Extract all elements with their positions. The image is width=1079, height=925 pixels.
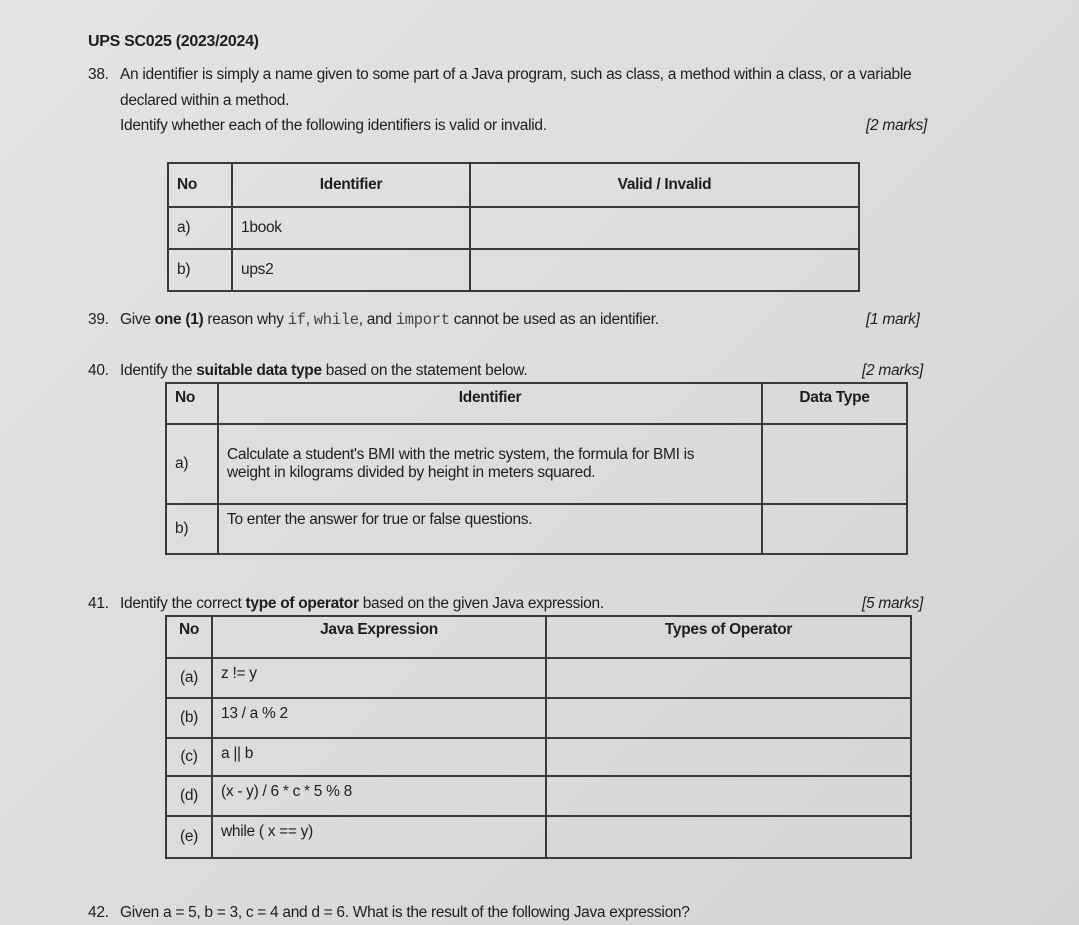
q40-marks: [2 marks] — [862, 362, 924, 379]
row-statement — [218, 424, 762, 504]
q41-marks: [5 marks] — [862, 595, 924, 612]
q38-marks: [2 marks] — [866, 117, 928, 134]
keyword-if: if — [287, 311, 306, 329]
q42-text: Given a = 5, b = 3, c = 4 and d = 6. What is the result of the following Java expression? — [120, 904, 690, 921]
answer-cell[interactable] — [470, 207, 859, 249]
q40-text — [120, 362, 527, 380]
row-no: (a) — [166, 658, 212, 698]
answer-cell[interactable] — [546, 658, 911, 698]
statement-line1: Calculate a student's BMI with the metric system, the formula for BMI is — [227, 446, 695, 463]
header-no: No — [166, 616, 212, 658]
q39-number: 39. — [88, 311, 109, 328]
statement-line2: weight in kilograms divided by height in meters squared. — [227, 464, 596, 481]
q39-text — [120, 311, 659, 329]
row-no: (b) — [166, 698, 212, 738]
table-header-row — [166, 616, 911, 658]
row-statement: To enter the answer for true or false questions. — [218, 504, 762, 554]
q40-table — [165, 382, 908, 555]
q41-table — [165, 615, 912, 859]
q40-text-post: based on the statement below. — [321, 362, 528, 379]
q39-sep1: , — [305, 311, 314, 328]
keyword-import: import — [395, 311, 450, 329]
q39-text-post: cannot be used as an identifier. — [449, 311, 659, 328]
header-identifier: Identifier — [218, 383, 762, 424]
q40-number: 40. — [88, 362, 109, 379]
table-row — [168, 207, 859, 249]
header-valid-invalid: Valid / Invalid — [470, 163, 859, 207]
q39-text-pre: Give — [120, 311, 155, 328]
q38-table — [167, 162, 860, 292]
answer-cell[interactable] — [546, 816, 911, 858]
q39-text-mid: reason why — [203, 311, 288, 328]
q41-text-post: based on the given Java expression. — [358, 595, 604, 612]
table-row — [166, 698, 911, 738]
q41-text-bold: type of operator — [245, 595, 359, 612]
row-no: a) — [166, 424, 218, 504]
row-expression: 13 / a % 2 — [212, 698, 546, 738]
keyword-while: while — [313, 311, 359, 329]
q38-text-line2: declared within a method. — [120, 92, 290, 109]
q41-number: 41. — [88, 595, 109, 612]
row-identifier: ups2 — [232, 249, 470, 291]
row-identifier: 1book — [232, 207, 470, 249]
header-no: No — [166, 383, 218, 424]
row-no: (c) — [166, 738, 212, 776]
row-expression: (x - y) / 6 * c * 5 % 8 — [212, 776, 546, 816]
table-row — [168, 249, 859, 291]
answer-cell[interactable] — [762, 504, 907, 554]
answer-cell[interactable] — [546, 776, 911, 816]
document-title: UPS SC025 (2023/2024) — [88, 33, 259, 50]
row-expression: z != y — [212, 658, 546, 698]
table-row — [166, 504, 907, 554]
header-no: No — [168, 163, 232, 207]
table-row — [166, 738, 911, 776]
table-row — [166, 424, 907, 504]
q39-marks: [1 mark] — [866, 311, 920, 328]
q40-text-pre: Identify the — [120, 362, 197, 379]
row-expression: a || b — [212, 738, 546, 776]
table-row — [166, 776, 911, 816]
row-no: b) — [166, 504, 218, 554]
q38-text-line3: Identify whether each of the following identifiers is valid or invalid. — [120, 117, 547, 134]
q39-text-bold: one (1) — [154, 311, 204, 328]
q38-text-line1: An identifier is simply a name given to some part of a Java program, such as class, a method within a class, or a variable — [120, 66, 912, 83]
row-no: b) — [168, 249, 232, 291]
answer-cell[interactable] — [470, 249, 859, 291]
row-no: (e) — [166, 816, 212, 858]
row-no: a) — [168, 207, 232, 249]
table-header-row — [166, 383, 907, 424]
answer-cell[interactable] — [546, 698, 911, 738]
q41-text-pre: Identify the correct — [120, 595, 246, 612]
answer-cell[interactable] — [546, 738, 911, 776]
q39-sep2: , and — [358, 311, 396, 328]
header-identifier: Identifier — [232, 163, 470, 207]
header-types-of-operator: Types of Operator — [546, 616, 911, 658]
table-row — [166, 658, 911, 698]
header-java-expression: Java Expression — [212, 616, 546, 658]
answer-cell[interactable] — [762, 424, 907, 504]
row-no: (d) — [166, 776, 212, 816]
header-data-type: Data Type — [762, 383, 907, 424]
q41-text — [120, 595, 604, 613]
table-row — [166, 816, 911, 858]
q38-number: 38. — [88, 66, 109, 83]
table-header-row — [168, 163, 859, 207]
q40-text-bold: suitable data type — [196, 362, 322, 379]
q42-number: 42. — [88, 904, 109, 921]
row-expression: while ( x == y) — [212, 816, 546, 858]
